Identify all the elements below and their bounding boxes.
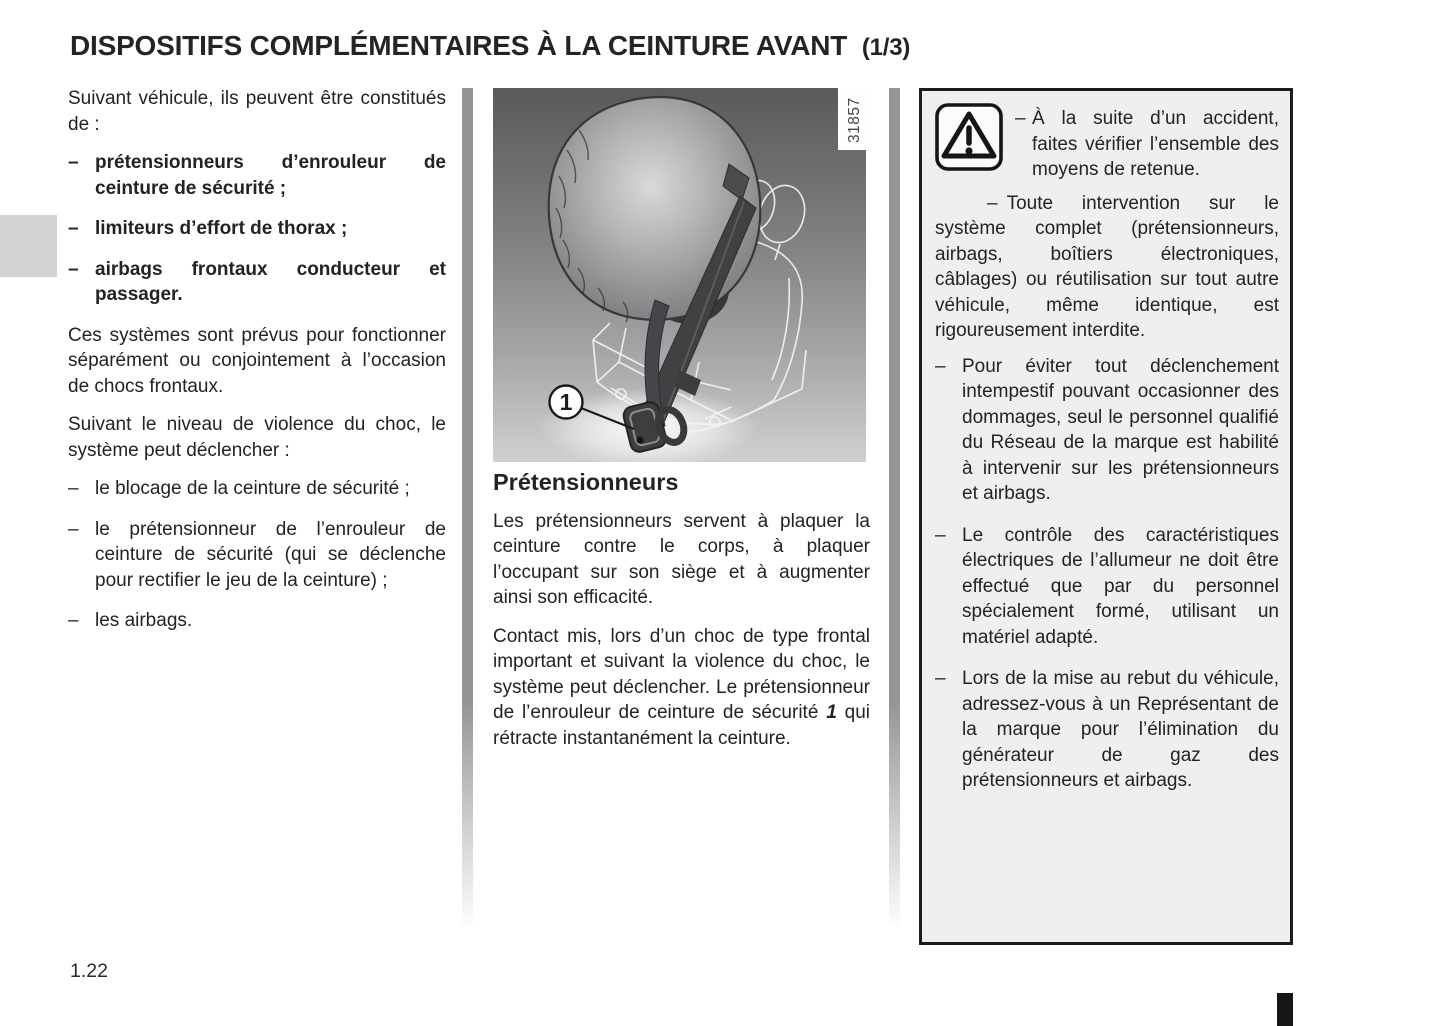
middle-column [493,470,870,764]
list-item [68,150,446,201]
list-item [68,216,446,242]
warning-item [935,354,1279,507]
dash-marker: – [935,524,946,546]
dash-marker: – [68,258,79,280]
figure-reference-number: 31857 [846,97,863,143]
warning-box [919,88,1293,945]
callout-1-label: 1 [559,389,573,415]
left-column [68,86,446,649]
section-edge-tab [0,215,57,277]
airbag-seat-illustration [493,88,866,462]
dash-marker: – [68,610,79,631]
list-item [68,608,446,634]
page-edge-mark [1277,993,1293,1026]
warning-item [935,523,1279,651]
airbag-shape [549,97,761,320]
warning-text: Le contrôle des caractéristiques électriques de l’allumeur ne doit être effectué que par du personnel spécialement formé, utilisant un matériel adapté. [962,524,1279,648]
list-item [68,257,446,308]
dash-marker: – [1015,108,1026,129]
component-reference-1: 1 [826,702,837,723]
list-item-text: airbags frontaux conducteur et passager. [95,258,446,305]
warning-item [935,666,1279,794]
systems-paragraph: Ces systèmes sont prévus pour fonctionner séparément ou conjointement à l’occasion de chocs frontaux. [68,324,446,397]
equipment-list [68,150,446,308]
pretensioners-paragraph-2 [493,624,870,752]
airbag-illustration-svg [493,88,866,462]
paragraph-text: qui rétracte instantanément la ceinture. [493,702,870,749]
warning-icon [935,103,1003,171]
warning-text: À la suite d’un accident, faites vérifier l’ensemble des moyens de retenue. [1032,108,1279,180]
list-item-text: le prétensionneur de l’enrouleur de ceinture de sécurité (qui se déclenche pour rectifier le jeu de la ceinture) ; [95,518,446,591]
warning-item-accident [1015,106,1279,183]
trigger-list [68,476,446,634]
dash-marker: – [987,192,998,214]
page-title-text: DISPOSITIFS COMPLÉMENTAIRES À LA CEINTURE AVANT [70,30,848,61]
list-item [68,476,446,502]
dash-marker: – [68,152,79,173]
list-item-text: le blocage de la ceinture de sécurité ; [95,478,410,499]
pretensioners-paragraph-1: Les prétensionneurs servent à plaquer la ceinture contre le corps, à plaquer l’occupant sur son siège et à augmenter ainsi son efficacité. [493,510,870,608]
page-title [70,30,910,62]
column-divider [889,88,900,938]
page-title-pagination: (1/3) [861,34,911,61]
warning-text: Toute intervention sur le système complet (prétensionneurs, airbags, boîtiers électroniques, câblages) ou réutilisation sur tout autre véhicule, même identique, est rigoureusement interdite. [935,192,1279,341]
section-heading: Prétensionneurs [493,469,679,495]
dash-marker: – [68,218,79,239]
list-item [68,517,446,594]
dash-marker: – [68,518,79,540]
warning-text: Pour éviter tout déclenchement intempestif pouvant occasionner des dommages, seul le personnel qualifié du Réseau de la marque est habilité à intervenir sur les prétensionneurs et airbags. [962,355,1279,504]
dash-marker: – [935,355,946,377]
list-item-text: les airbags. [95,610,193,631]
list-item-text: limiteurs d’effort de thorax ; [95,218,348,239]
dash-marker: – [68,478,79,499]
warning-item-intervention [935,191,1279,344]
paragraph-text: Contact mis, lors d’un choc de type frontal important et suivant la violence du choc, le système peut déclencher. Le prétensionneur de l’enrouleur de ceinture de sécurité [493,625,870,723]
list-item-text: prétensionneurs d’enrouleur de ceinture de sécurité ; [95,152,446,199]
intro-paragraph: Suivant véhicule, ils peuvent être constitués de : [68,88,446,135]
trigger-level-paragraph: Suivant le niveau de violence du choc, le système peut déclencher : [68,414,446,461]
dash-marker: – [935,668,946,689]
warning-text: Lors de la mise au rebut du véhicule, adressez-vous à un Représentant de la marque pour l’élimination du générateur de gaz des prétensionneurs et airbags. [962,668,1279,791]
page-number: 1.22 [70,960,108,982]
figure-reference [838,88,866,150]
column-divider [462,88,473,938]
